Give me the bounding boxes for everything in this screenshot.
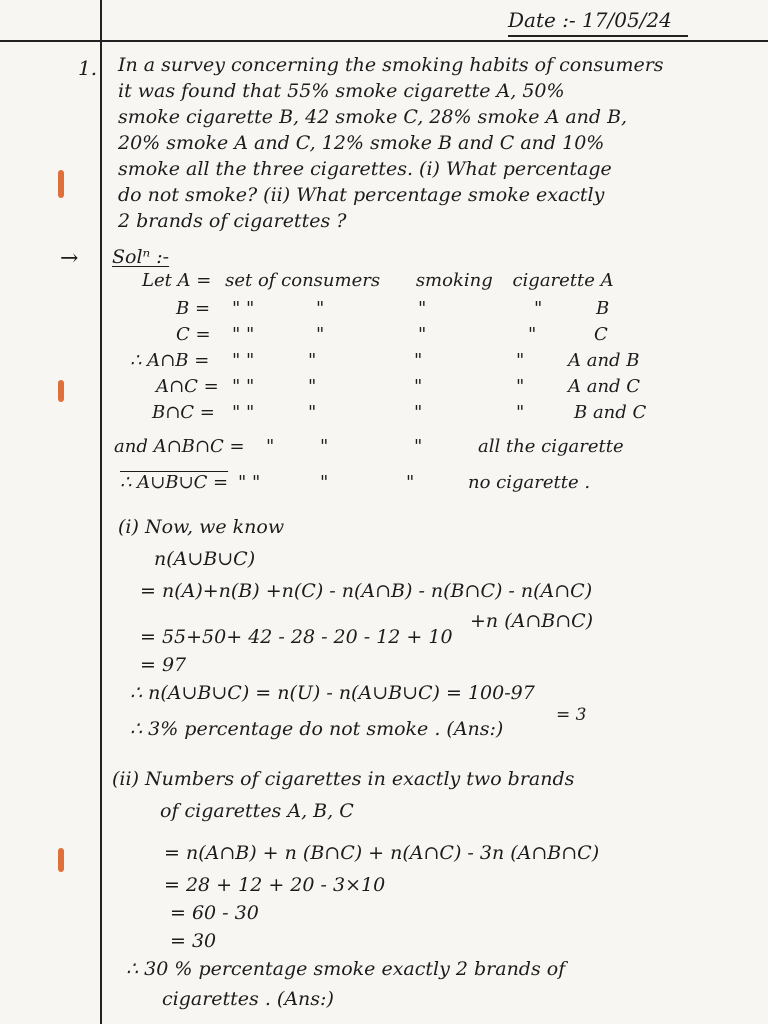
equation-line: = 60 - 30 <box>170 902 259 924</box>
definition-cell: " <box>320 472 329 493</box>
arrow-icon: → <box>60 246 79 271</box>
date: Date :- 17/05/24 <box>508 8 672 32</box>
definition-cell: cigarette A <box>512 270 614 291</box>
equation-line: = 28 + 12 + 20 - 3×10 <box>164 874 386 896</box>
answer-line: ∴ 3% percentage do not smoke . (Ans:) <box>130 718 504 740</box>
equation-line: ∴ n(A∪B∪C) = n(U) - n(A∪B∪C) = 100-97 <box>130 682 535 704</box>
definition-cell: C <box>594 324 608 345</box>
definition-cell: " <box>266 436 275 457</box>
definition-cell: " <box>308 402 317 423</box>
equation-line: = n(A)+n(B) +n(C) - n(A∩B) - n(B∩C) - n(A∩C) <box>140 580 593 602</box>
definition-cell: " <box>418 324 427 345</box>
definition-lhs: C = <box>176 324 211 345</box>
equation-line: +n (A∩B∩C) <box>470 610 594 632</box>
equation-line: = n(A∩B) + n (B∩C) + n(A∩C) - 3n (A∩B∩C) <box>164 842 600 864</box>
definition-cell: " " <box>232 350 255 371</box>
part2-heading: (ii) Numbers of cigarettes in exactly two brands <box>112 768 575 790</box>
definition-lhs: B = <box>176 298 211 319</box>
definition-cell: " <box>528 324 537 345</box>
question-line: it was found that 55% smoke cigarette A, 50% <box>118 80 565 102</box>
definition-lhs: A∩C = <box>156 376 219 397</box>
definition-cell: " " <box>232 324 255 345</box>
answer-line: ∴ 30 % percentage smoke exactly 2 brands of <box>126 958 566 980</box>
date-underline <box>508 35 688 37</box>
definition-cell: A and B <box>568 350 640 371</box>
equation-line: = 55+50+ 42 - 28 - 20 - 12 + 10 <box>140 626 453 648</box>
definition-cell: set of consumers <box>225 270 381 291</box>
definition-cell: smoking <box>415 270 493 291</box>
binding-mark <box>58 170 64 198</box>
question-line: smoke cigarette B, 42 smoke C, 28% smoke A and B, <box>118 106 628 128</box>
definition-cell: " <box>316 324 325 345</box>
part1-heading: (i) Now, we know <box>118 516 285 538</box>
definition-cell: " <box>534 298 543 319</box>
equation-line: n(A∪B∪C) <box>154 548 256 570</box>
equation-line: = 30 <box>170 930 217 952</box>
binding-mark <box>58 380 64 402</box>
definition-lhs: ∴ A∩B = <box>130 350 210 371</box>
definition-cell: " <box>418 298 427 319</box>
equation-line: = 3 <box>556 705 587 725</box>
definition-cell: " <box>516 350 525 371</box>
definition-cell: " " <box>232 402 255 423</box>
question-line: 20% smoke A and C, 12% smoke B and C and 10% <box>118 132 605 154</box>
definition-cell: " " <box>232 376 255 397</box>
definition-lhs: and A∩B∩C = <box>114 436 245 457</box>
definition-cell: A and C <box>568 376 641 397</box>
definition-lhs: B∩C = <box>152 402 215 423</box>
answer-line: cigarettes . (Ans:) <box>162 988 334 1010</box>
definition-cell: " <box>414 436 423 457</box>
question-line: smoke all the three cigarettes. (i) What percentage <box>118 158 612 180</box>
question-number: 1. <box>78 56 98 80</box>
question-line: do not smoke? (ii) What percentage smoke exactly <box>118 184 605 206</box>
definition-cell: " " <box>238 472 261 493</box>
definition-cell: " <box>406 472 415 493</box>
definition-cell: " <box>414 350 423 371</box>
definition-cell: " <box>414 376 423 397</box>
definition-cell: " <box>320 436 329 457</box>
definition-cell: all the cigarette <box>478 436 624 457</box>
definition-cell: no cigarette . <box>468 472 591 493</box>
equation-line: = 97 <box>140 654 187 676</box>
question-line: In a survey concerning the smoking habits of consumers <box>118 54 664 76</box>
definition-cell: " <box>516 376 525 397</box>
definition-cell: " <box>516 402 525 423</box>
definition-cell: B <box>596 298 610 319</box>
definition-cell: " " <box>232 298 255 319</box>
part2-heading: of cigarettes A, B, C <box>160 800 354 822</box>
definition-cell: " <box>414 402 423 423</box>
binding-mark <box>58 848 64 872</box>
margin-line <box>100 0 102 1024</box>
question-line: 2 brands of cigarettes ? <box>118 210 347 232</box>
definition-lhs: ∴ A∪B∪C = <box>120 472 229 493</box>
definition-lhs: Let A = <box>142 270 212 291</box>
definition-cell: " <box>308 350 317 371</box>
definition-cell: " <box>316 298 325 319</box>
top-rule <box>0 40 768 42</box>
definition-cell: " <box>308 376 317 397</box>
solution-heading: Solⁿ :- <box>112 246 170 268</box>
definition-cell: B and C <box>574 402 647 423</box>
definition-row <box>142 268 614 293</box>
